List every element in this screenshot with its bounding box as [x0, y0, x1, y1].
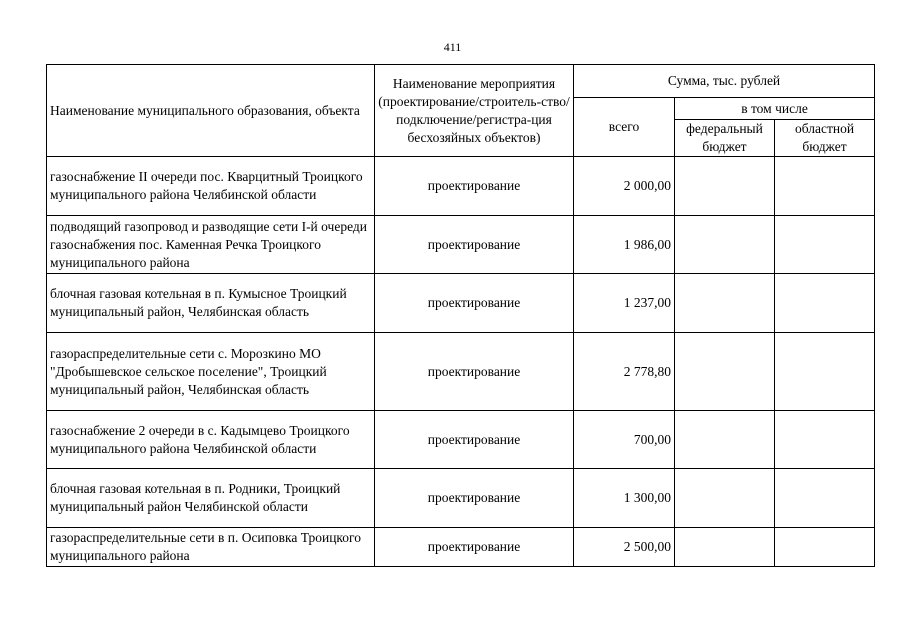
cell-name: блочная газовая котельная в п. Кумысное Троицкий муниципальный район, Челябинская область [47, 274, 375, 333]
cell-total: 700,00 [574, 411, 675, 469]
cell-federal [675, 216, 775, 274]
table-row [47, 528, 875, 567]
header-federal: федеральный бюджет [675, 120, 775, 157]
cell-regional [775, 216, 875, 274]
cell-name: газоснабжение II очереди пос. Кварцитный Троицкого муниципального района Челябинской области [47, 157, 375, 216]
header-including: в том числе [675, 98, 875, 120]
cell-event: проектирование [375, 274, 574, 333]
cell-federal [675, 469, 775, 528]
header-regional: областной бюджет [775, 120, 875, 157]
cell-regional [775, 411, 875, 469]
cell-event: проектирование [375, 411, 574, 469]
cell-name: газораспределительные сети в п. Осиповка Троицкого муниципального района [47, 528, 375, 567]
cell-total: 1 237,00 [574, 274, 675, 333]
cell-total: 1 986,00 [574, 216, 675, 274]
cell-event: проектирование [375, 333, 574, 411]
table-row [47, 333, 875, 411]
cell-regional [775, 157, 875, 216]
cell-event: проектирование [375, 157, 574, 216]
page-number: 411 [443, 40, 462, 54]
cell-regional [775, 469, 875, 528]
cell-name: газораспределительные сети с. Морозкино МО "Дробышевское сельское поселение", Троицкий муниципальный район, Челябинская область [47, 333, 375, 411]
header-event: Наименование мероприятия (проектирование/строитель-ство/подключение/регистра-ция бесхозяйных объектов) [375, 65, 574, 157]
cell-regional [775, 274, 875, 333]
cell-name: блочная газовая котельная в п. Родники, Троицкий муниципальный район Челябинской области [47, 469, 375, 528]
cell-total: 2 778,80 [574, 333, 675, 411]
cell-federal [675, 411, 775, 469]
cell-total: 2 000,00 [574, 157, 675, 216]
cell-total: 2 500,00 [574, 528, 675, 567]
table-row [47, 411, 875, 469]
header-total: всего [574, 98, 675, 157]
cell-regional [775, 528, 875, 567]
table-row [47, 157, 875, 216]
cell-event: проектирование [375, 216, 574, 274]
cell-federal [675, 157, 775, 216]
cell-regional [775, 333, 875, 411]
cell-federal [675, 528, 775, 567]
cell-event: проектирование [375, 528, 574, 567]
cell-federal [675, 333, 775, 411]
table-row [47, 216, 875, 274]
table-header-row [47, 65, 875, 98]
budget-table [46, 64, 875, 567]
cell-total: 1 300,00 [574, 469, 675, 528]
header-name: Наименование муниципального образования, объекта [47, 65, 375, 157]
table-row [47, 274, 875, 333]
cell-federal [675, 274, 775, 333]
header-sum: Сумма, тыс. рублей [574, 65, 875, 98]
cell-name: подводящий газопровод и разводящие сети I-й очереди газоснабжения пос. Каменная Речка Троицкого муниципального района [47, 216, 375, 274]
cell-name: газоснабжение 2 очереди в с. Кадымцево Троицкого муниципального района Челябинской области [47, 411, 375, 469]
table-row [47, 469, 875, 528]
cell-event: проектирование [375, 469, 574, 528]
